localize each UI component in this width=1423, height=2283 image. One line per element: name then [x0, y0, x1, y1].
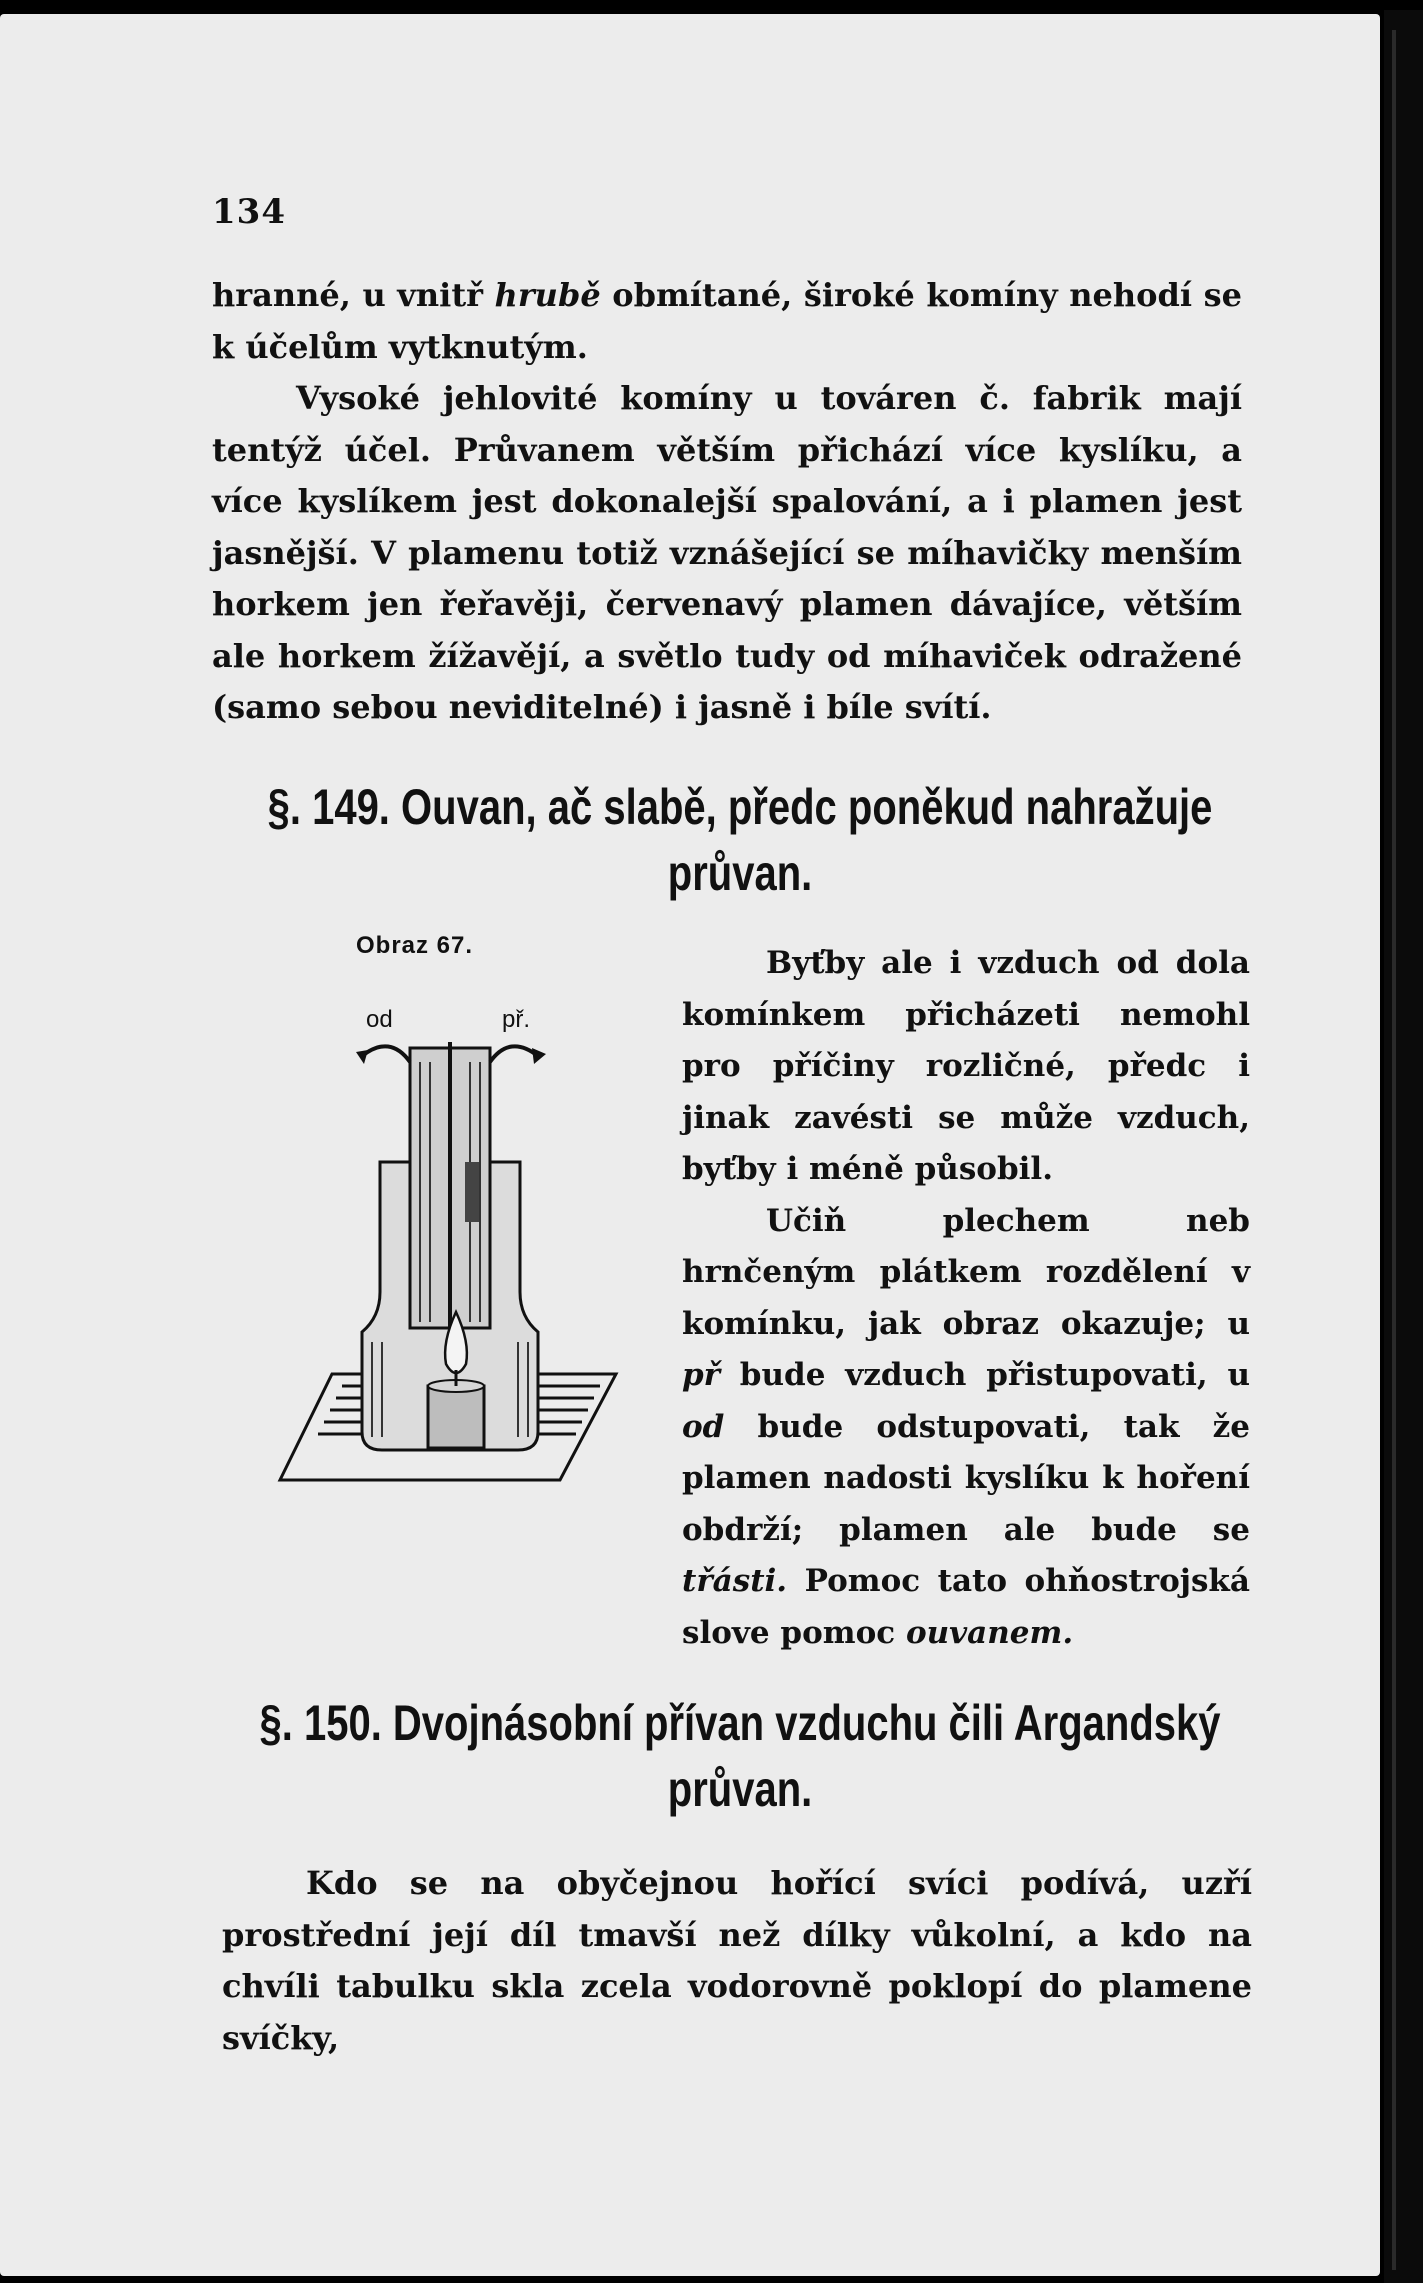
final-text-block [222, 1858, 1252, 2064]
italic-word-trasti: třásti. [682, 1563, 788, 1599]
candle [428, 1386, 484, 1448]
figure-label-pr: př. [502, 1006, 531, 1033]
italic-word-pr: př [682, 1357, 721, 1393]
figure-67 [270, 932, 630, 1582]
paragraph-divider-instructions [682, 1196, 1250, 1660]
italic-word-ouvanem: ouvanem. [905, 1614, 1074, 1651]
figure-label-od: od [366, 1006, 393, 1033]
paragraph-candle-observation: Kdo se na obyčejnou hořící svíci podívá, uzří prostřední její díl tmavší než dílky vůkolní, a kdo na chvíli tabulku skla zcela vodorovně poklopí do plamene svíčky, [222, 1864, 1252, 2057]
paragraph-continuation [212, 270, 1242, 373]
paragraph-tall-chimneys: Vysoké jehlovité komíny u továren č. fabrik mají tentýž účel. Průvanem větším přichází více kyslíku, a více kyslíkem jest dokonalejší spalování, a i plamen jest jasnější. V plamenu totiž vznášející se míhavičky menším horkem jen řeřavěji, červenavý plamen dávajíce, větším ale horkem žížavějí, a světlo tudy od míhaviček odražené (samo sebou neviditelné) i jasně i bíle svítí. [212, 379, 1242, 726]
page-edge-line [1392, 30, 1396, 2270]
section-heading-150: §. 150. Dvojnásobní přívan vzduchu čili Argandský průvan. [259, 1695, 1221, 1817]
italic-word-hrube: hrubě [494, 276, 601, 314]
arrow-pr-icon [490, 1046, 538, 1062]
italic-word-od: od [682, 1408, 725, 1445]
page-number: 134 [212, 192, 286, 232]
side-text-block [682, 938, 1250, 1659]
text-run: Pomoc tato ohňostrojská slove pomoc [682, 1563, 1250, 1651]
text-run: obmítané, široké komíny nehodí se k účelům vytknutým. [212, 276, 1243, 366]
opening-text-block [212, 270, 1242, 734]
arrow-od-icon [362, 1046, 410, 1062]
text-run: hranné, u vnitř [212, 276, 495, 314]
page-edge-shadow [1384, 10, 1423, 2283]
chimney-candle-illustration [270, 1042, 630, 1582]
text-run: bude odstupovati, tak že plamen nadosti kyslíku k hoření obdrží; plamen ale bude se [682, 1408, 1250, 1548]
text-run: Učiň plechem neb hrnčeným plátkem rozdělení v komínku, jak obraz okazuje; u [682, 1202, 1250, 1342]
paragraph-air-from-below: Byťby ale i vzduch od dola komínkem přicházeti nemohl pro příčiny rozličné, předc i jinak zavésti se může vzduch, byťby i méně působil. [682, 945, 1250, 1187]
figure-caption: Obraz 67. [356, 932, 474, 959]
section-heading-149: §. 149. Ouvan, ač slabě, předc poněkud nahražuje průvan. [267, 779, 1213, 901]
text-run: bude vzduch přistupovati, u [720, 1357, 1250, 1393]
book-page [0, 14, 1380, 2276]
